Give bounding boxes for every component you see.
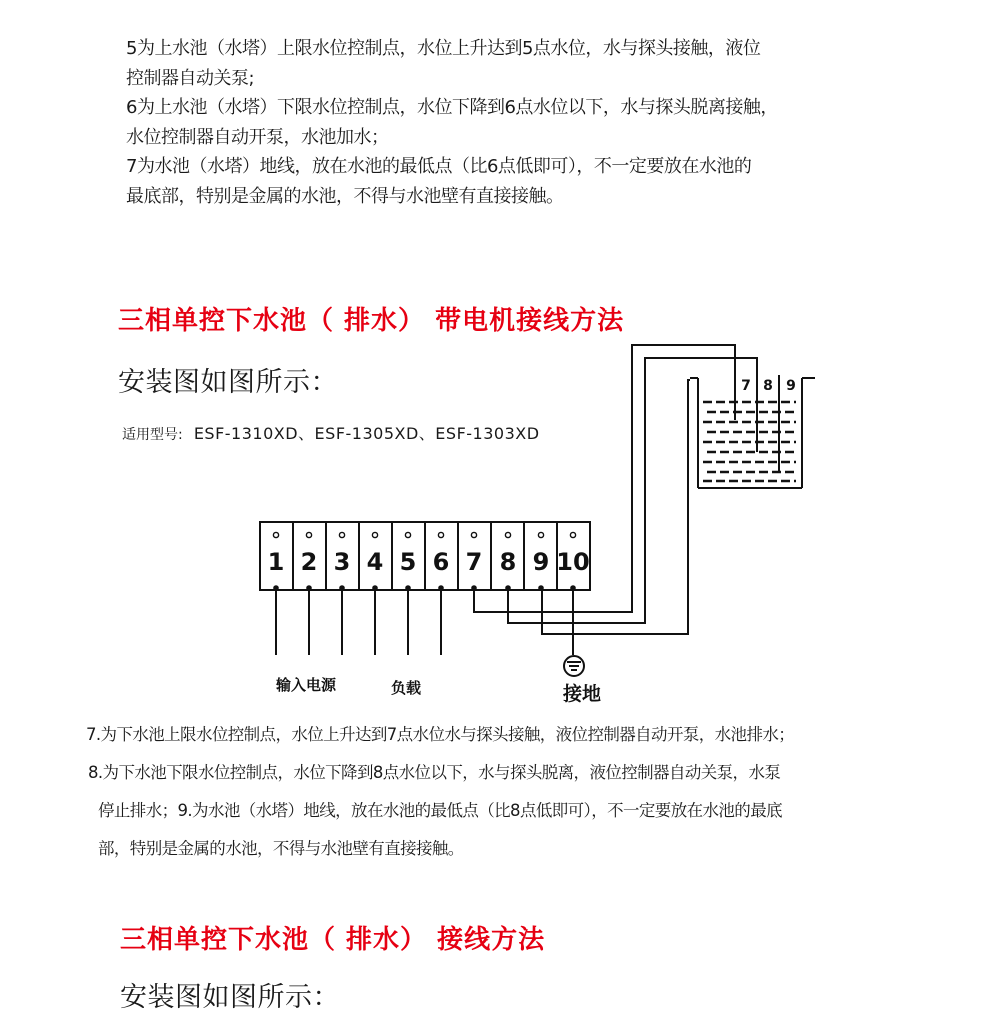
terminal-label: 8 — [499, 548, 517, 576]
intro-line: 最底部，特别是金属的水池，不得与水池壁有直接接触。 — [126, 185, 564, 207]
power-input-label: 输入电源 — [275, 676, 337, 694]
explanation-line: 8.为下水池下限水位控制点，水位下降到8点水位以下，水与探头脱离，液位控制器自动关泵，水泵 — [88, 763, 781, 782]
ground-icon — [564, 656, 584, 676]
models-value: ESF-1310XD、ESF-1305XD、ESF-1303XD — [193, 424, 540, 443]
intro-line: 控制器自动关泵; — [126, 67, 255, 89]
water-tank — [690, 360, 815, 488]
section2-install-label: 安装图如图所示： — [120, 982, 340, 1013]
explanation-line: 停止排水；9.为水池（水塔）地线，放在水池的最低点（比8点低即可），不一定要放在水池的最底 — [98, 801, 782, 820]
ground-label: 接地 — [562, 683, 602, 705]
section2-title: 三相单控下水池（ 排水） 接线方法 — [120, 925, 546, 955]
section1-install-label: 安装图如图所示： — [118, 367, 338, 398]
intro-line: 5为上水池（水塔）上限水位控制点，水位上升达到5点水位，水与探头接触，液位 — [126, 38, 761, 59]
explanation-paragraph — [86, 716, 794, 868]
terminal-label: 5 — [399, 548, 417, 576]
terminal-label: 10 — [556, 548, 590, 576]
intro-line: 7为水池（水塔）地线，放在水池的最低点（比6点低即可），不一定要放在水池的 — [126, 156, 752, 177]
terminal-label: 3 — [333, 548, 351, 576]
models-label: 适用型号: — [122, 427, 183, 443]
terminal-label: 6 — [432, 548, 450, 576]
terminal-label: 1 — [267, 548, 285, 576]
probe-label: 7 — [741, 378, 751, 394]
terminal-label: 7 — [465, 548, 483, 576]
terminal-label: 4 — [366, 548, 384, 576]
intro-line: 水位控制器自动开泵，水池加水； — [126, 126, 389, 148]
terminal-label: 2 — [300, 548, 318, 576]
terminal-label: 9 — [532, 548, 550, 576]
load-label: 负载 — [390, 679, 422, 697]
probe-label: 8 — [763, 378, 773, 394]
explanation-line: 部，特别是金属的水池，不得与水池壁有直接接触。 — [98, 839, 464, 858]
intro-line: 6为上水池（水塔）下限水位控制点，水位下降到6点水位以下，水与探头脱离接触， — [126, 97, 778, 118]
probe-label: 9 — [786, 378, 796, 394]
explanation-line: 7.为下水池上限水位控制点，水位上升达到7点水位水与探头接触，液位控制器自动开泵，水池排水； — [86, 725, 795, 744]
section1-title: 三相单控下水池（ 排水） 带电机接线方法 — [118, 306, 625, 336]
